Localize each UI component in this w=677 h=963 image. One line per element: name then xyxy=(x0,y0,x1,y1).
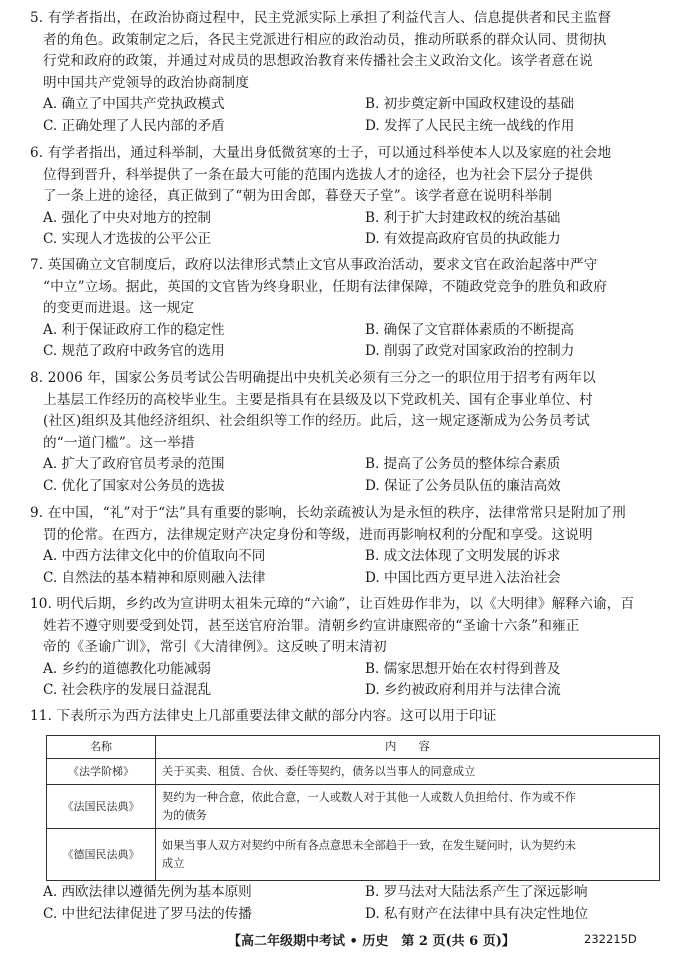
question-text: (社区)组织及其他经济组织、社会组织等工作的经历。此后，这一规定逐渐成为公务员考试 xyxy=(43,413,590,429)
option-b[interactable]: B. 成文法体现了文明发展的诉求 xyxy=(365,548,561,564)
option-d[interactable]: D. 私有财产在法律中具有决定性地位 xyxy=(365,905,588,922)
question-text: 明中国共产党领导的政治协商制度 xyxy=(43,74,250,91)
question-text: 位得到晋升，科举提供了一条在最大可能的范围内选拔人才的途径，也为社会下层分子提供 xyxy=(43,166,593,183)
option-b[interactable]: B. 确保了文官群体素质的不断提高 xyxy=(365,321,574,338)
option-a[interactable]: A. 扩大了政府官员考录的范围 xyxy=(43,456,225,472)
question-text: 6. 有学者指出，通过科举制，大量出身低微贫寒的士子，可以通过科举使本人以及家庭的社会地 xyxy=(30,145,612,161)
question-11 xyxy=(30,706,660,728)
question-text: 上基层工作经历的高校毕业生。主要是指具有在县级及以下党政机关、国有企事业单位、村 xyxy=(43,391,593,408)
table-row xyxy=(47,785,660,829)
option-d[interactable]: D. 中国比西方更早进入法治社会 xyxy=(365,569,561,586)
footer-code: 232215D xyxy=(584,932,637,946)
option-c[interactable]: C. 优化了国家对公务员的选拔 xyxy=(43,477,225,494)
question-8 xyxy=(30,368,660,497)
option-a[interactable]: A. 确立了中国共产党执政模式 xyxy=(43,96,225,112)
question-text: 的变更而进退。这一规定 xyxy=(43,300,195,316)
question-text: 姓若不遵守则要受到处罚，甚至送官府治罪。清朝乡约宣讲康熙帝的“圣谕十六条”和雍正 xyxy=(43,617,580,634)
law-content-line: 契约为一种合意，依此合意，一人或数人对于其他一人或数人负担给付、作为或不作 xyxy=(162,790,576,804)
option-c[interactable]: C. 正确处理了人民内部的矛盾 xyxy=(43,117,225,134)
option-a[interactable]: A. 利于保证政府工作的稳定性 xyxy=(43,321,225,338)
question-text: “中立”立场。据此，英国的文官皆为终身职业，任期有法律保障，不随政党竞争的胜负和政府 xyxy=(43,278,607,295)
option-a[interactable]: A. 中西方法律文化中的价值取向不同 xyxy=(43,548,266,564)
footer-page-info: 【高二年级期中考试 • 历史 第 2 页(共 6 页)】 xyxy=(228,934,515,949)
law-name: 《德国民法典》 xyxy=(47,829,156,881)
law-name: 《法国民法典》 xyxy=(47,785,156,829)
option-c[interactable]: C. 社会秩序的发展日益混乱 xyxy=(43,682,212,698)
option-d[interactable]: D. 有效提高政府官员的执政能力 xyxy=(365,231,561,247)
option-b[interactable]: B. 儒家思想开始在农村得到普及 xyxy=(365,660,561,677)
header-content: 内 容 xyxy=(156,736,660,759)
option-a[interactable]: A. 西欧法律以遵循先例为基本原则 xyxy=(43,884,252,900)
table-row xyxy=(47,759,660,785)
option-c[interactable]: C. 自然法的基本精神和原则融入法律 xyxy=(43,569,266,586)
question-text: 11. 下表所示为西方法律史上几部重要法律文献的部分内容。这可以用于印证 xyxy=(30,708,497,724)
table-row xyxy=(47,829,660,881)
option-b[interactable]: B. 提高了公务员的整体综合素质 xyxy=(365,456,561,472)
law-content-line: 成立 xyxy=(162,856,185,870)
option-d[interactable]: D. 削弱了政党对国家政治的控制力 xyxy=(365,343,575,359)
option-b[interactable]: B. 利于扩大封建政权的统治基础 xyxy=(365,209,561,226)
option-c[interactable]: C. 规范了政府中政务官的选用 xyxy=(43,343,225,359)
question-text: 7. 英国确立文官制度后，政府以法律形式禁止文官从事政治活动，要求文官在政治起落中严守 xyxy=(30,257,598,273)
option-c[interactable]: C. 实现人才选拔的公平公正 xyxy=(43,231,212,247)
option-c[interactable]: C. 中世纪法律促进了罗马法的传播 xyxy=(43,905,252,922)
question-text: 行党和政府的政策，并通过对成员的思想政治教育来传播社会主义政治文化。该学者意在说 xyxy=(43,53,593,69)
header-name: 名称 xyxy=(47,736,156,759)
option-a[interactable]: A. 乡约的道德教化功能减弱 xyxy=(43,660,211,677)
law-content-line: 关于买卖、租赁、合伙、委任等契约，债务以当事人的同意成立 xyxy=(162,764,476,778)
law-name: 《法学阶梯》 xyxy=(47,759,156,785)
option-b[interactable]: B. 初步奠定新中国政权建设的基础 xyxy=(365,96,574,112)
option-b[interactable]: B. 罗马法对大陆法系产生了深远影响 xyxy=(365,884,588,900)
question-text: 者的角色。政策制定之后，各民主党派进行相应的政治动员，推动所联系的群众认同、贯彻执 xyxy=(43,31,607,48)
question-11-options xyxy=(30,882,660,925)
option-d[interactable]: D. 保证了公务员队伍的廉洁高效 xyxy=(365,477,561,494)
table-header-row xyxy=(47,736,660,759)
question-5 xyxy=(30,8,660,137)
question-text: 8. 2006 年，国家公务员考试公告明确提出中央机关必须有三分之一的职位用于招考有两年以 xyxy=(30,370,596,386)
question-7 xyxy=(30,255,660,363)
question-text: 了一条上进的途径，真正做到了“朝为田舍郎，暮登天子堂”。该学者意在说明科举制 xyxy=(43,188,552,204)
question-10 xyxy=(30,594,660,702)
question-text: 帝的《圣谕广训》，常引《大清律例》。这反映了明末清初 xyxy=(43,639,387,655)
law-content xyxy=(156,759,660,785)
law-content xyxy=(156,829,660,881)
question-text: 10. 明代后期，乡约改为宣讲明太祖朱元璋的“六谕”，让百姓毋作非为，以《大明律》解释六谕，百 xyxy=(30,596,635,612)
law-table xyxy=(46,735,660,881)
law-content-line: 如果当事人双方对契约中所有各点意思未全部趋于一致，在发生疑问时，认为契约未 xyxy=(162,838,576,852)
law-content xyxy=(156,785,660,829)
question-text: 罚的伦常。在西方，法律规定财产决定身份和等级，进而再影响权利的分配和享受。这说明 xyxy=(43,526,593,543)
law-content-line: 为的债务 xyxy=(162,808,207,822)
option-a[interactable]: A. 强化了中央对地方的控制 xyxy=(43,209,211,226)
question-text: 5. 有学者指出，在政治协商过程中，民主党派实际上承担了利益代言人、信息提供者和民主监督 xyxy=(30,10,612,26)
question-text: 9. 在中国，“礼”对于“法”具有重要的影响，长幼亲疏被认为是永恒的秩序，法律常常只是附加了刑 xyxy=(30,505,626,521)
question-6 xyxy=(30,143,660,251)
option-d[interactable]: D. 乡约被政府利用并与法律合流 xyxy=(365,682,561,698)
question-text: 的“一道门槛”。这一举措 xyxy=(43,434,195,451)
question-9 xyxy=(30,503,660,589)
option-d[interactable]: D. 发挥了人民民主统一战线的作用 xyxy=(365,117,575,134)
